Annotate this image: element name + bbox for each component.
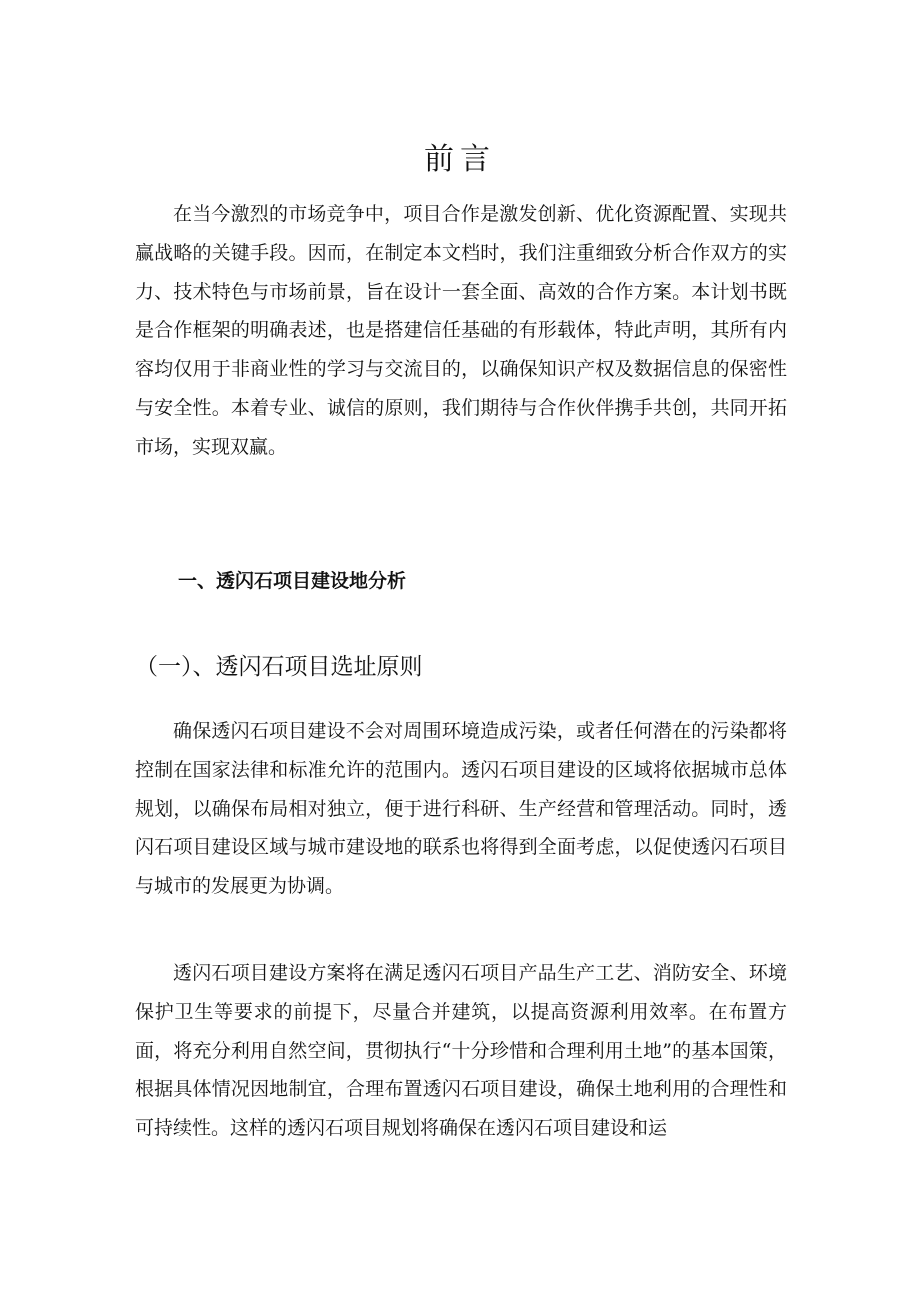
page-title: 前言	[424, 142, 496, 178]
body-paragraph-1: 确保透闪石项目建设不会对周围环境造成污染，或者任何潜在的污染都将控制在国家法律和标准允许的范围内。透闪石项目建设的区域将依据城市总体规划，以确保布局相对独立，便于进行科研、生产经营和管理活动。同时，透闪石项目建设区域与城市建设地的联系也将得到全面考虑，以促使透闪石项目与城市的发展更为协调。	[135, 720, 787, 898]
subsection-heading: （一）、透闪石项目选址原则	[135, 654, 423, 680]
section-heading: 一、透闪石项目建设地分析	[178, 570, 407, 592]
preface-paragraph: 在当今激烈的市场竞争中，项目合作是激发创新、优化资源配置、实现共赢战略的关键手段。因而，在制定本文档时，我们注重细致分析合作双方的实力、技术特色与市场前景，旨在设计一套全面、高效的合作方案。本计划书既是合作框架的明确表述，也是搭建信任基础的有形载体，特此声明，其所有内容均仅用于非商业性的学习与交流目的，以确保知识产权及数据信息的保密性与安全性。本着专业、诚信的原则，我们期待与合作伙伴携手共创，共同开拓市场，实现双赢。	[135, 203, 787, 458]
body-paragraph-2: 透闪石项目建设方案将在满足透闪石项目产品生产工艺、消防安全、环境保护卫生等要求的前提下，尽量合并建筑，以提高资源利用效率。在布置方面，将充分利用自然空间，贯彻执行“十分珍惜和合理利用土地”的基本国策，根据具体情况因地制宜，合理布置透闪石项目建设，确保土地利用的合理性和可持续性。这样的透闪石项目规划将确保在透闪石项目建设和运	[135, 962, 787, 1140]
